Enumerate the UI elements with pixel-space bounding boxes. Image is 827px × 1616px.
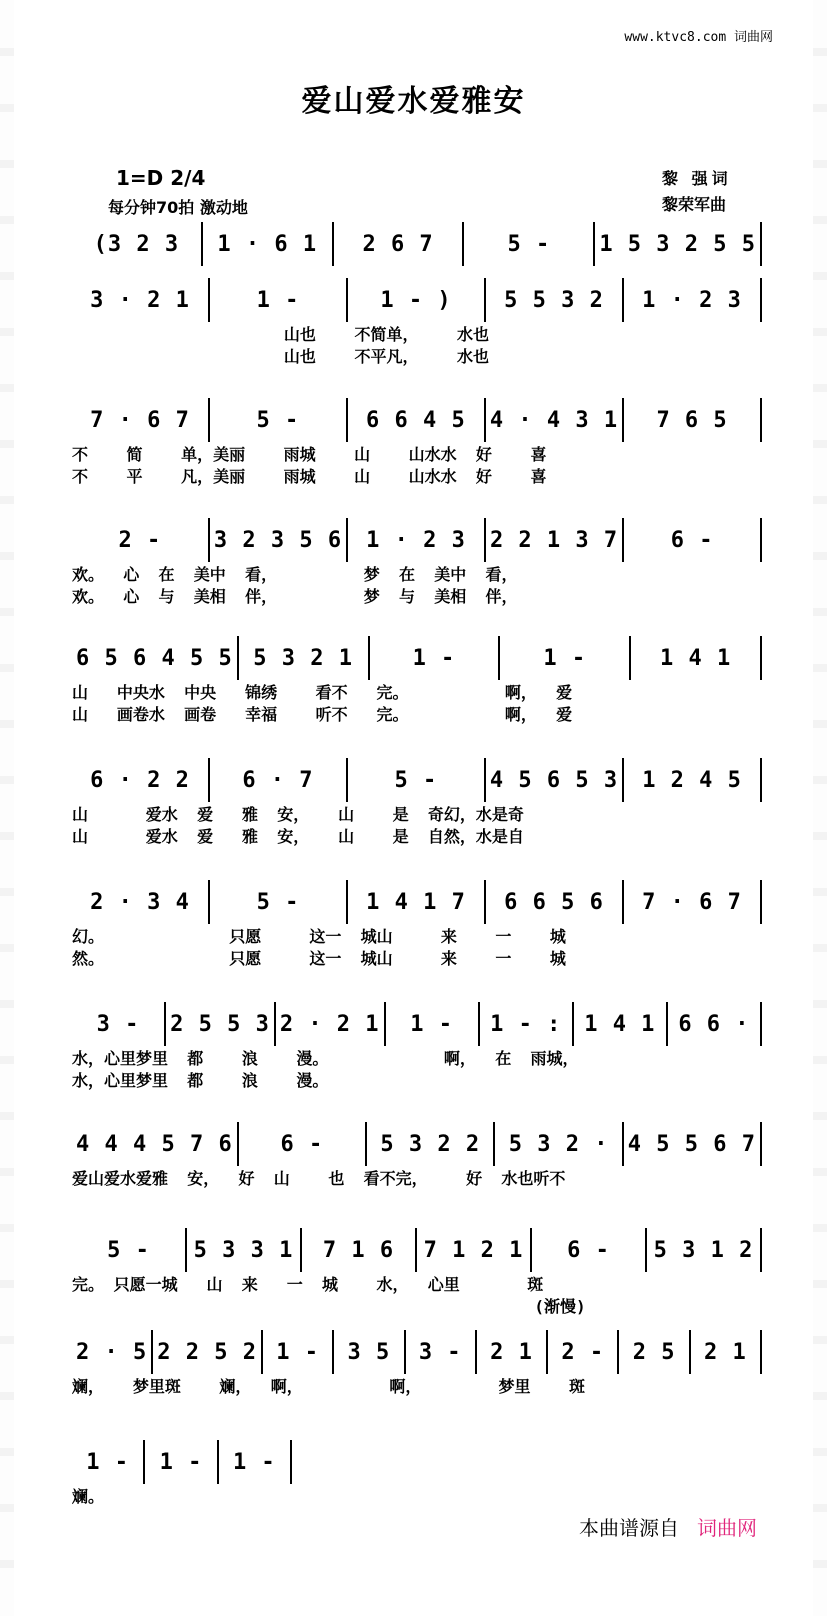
measure: 2 2 1 3 7 (486, 518, 624, 562)
footer-credit (579, 1512, 757, 1541)
measure: 6 · 7 (210, 758, 348, 802)
measure: 1 · 2 3 (624, 278, 762, 322)
score-system (72, 1122, 762, 1210)
lyric-line: 水，心里梦里 都 浪 漫。 (72, 1071, 329, 1090)
score-system (72, 880, 762, 968)
measure: 2 · 5 (72, 1330, 153, 1374)
measure: 5 3 3 1 (187, 1228, 302, 1272)
measure: 3 · 2 1 (72, 278, 210, 322)
lyric-line: 山 爱水 爱 雅 安， 山 是 奇幻，水是奇 (72, 805, 524, 824)
measure: 1 - : (480, 1002, 574, 1046)
lyric-line (72, 1396, 762, 1418)
measure: 7 · 6 7 (72, 398, 210, 442)
measure: 7 6 5 (624, 398, 762, 442)
measure: 5 3 2 2 (367, 1122, 495, 1166)
score-system (72, 758, 762, 846)
measure: 1 - (145, 1440, 218, 1484)
measure: 7 1 2 1 (417, 1228, 532, 1272)
score-system (72, 1228, 762, 1316)
measure: 2 - (548, 1330, 619, 1374)
right-margin-strip (813, 0, 827, 1616)
measure: 1 2 4 5 (624, 758, 762, 802)
notation-line (72, 1228, 762, 1272)
score-system (72, 636, 762, 724)
measure: 5 - (464, 222, 595, 266)
measure: 6 5 6 4 5 5 (72, 636, 239, 680)
measure: 5 3 1 2 (647, 1228, 762, 1272)
measure: 5 3 2 · (495, 1122, 623, 1166)
composer-credit: 黎荣军曲 (662, 195, 727, 214)
lyric-line (72, 1188, 762, 1210)
measure: 5 - (348, 758, 486, 802)
key-signature: 1=D 2/4 (116, 166, 206, 190)
measure: 6 6 5 6 (486, 880, 624, 924)
notation-line (72, 758, 762, 802)
measure: 1 4 1 7 (348, 880, 486, 924)
measure: 5 - (210, 880, 348, 924)
notation-line (72, 222, 762, 266)
score-system (72, 1330, 762, 1418)
notation-line (72, 278, 762, 322)
measure: 7 1 6 (302, 1228, 417, 1272)
lyric-line: 山 画卷水 画卷 幸福 听不 完。 啊， 爱 (72, 705, 573, 724)
measure: 2 · 3 4 (72, 880, 210, 924)
measure: 5 3 2 1 (239, 636, 370, 680)
measure: 4 5 5 6 7 (624, 1122, 762, 1166)
measure: 3 - (72, 1002, 166, 1046)
measure: 1 - (500, 636, 631, 680)
lyric-line: 不 平 凡，美丽 雨城 山 山水水 好 喜 (72, 467, 547, 486)
measure: 1 4 1 (574, 1002, 668, 1046)
lyric-line: 幻。 只愿 这一 城山 来 一 城 (72, 927, 566, 946)
lyric-line: 完。 只愿一城 山 来 一 城 水， 心里 斑 (72, 1275, 544, 1294)
score-system (72, 1002, 762, 1090)
notation-line (72, 518, 762, 562)
measure: 2 1 (691, 1330, 762, 1374)
measure: 3 2 3 5 6 (210, 518, 348, 562)
notation-line (72, 880, 762, 924)
measure: 7 · 6 7 (624, 880, 762, 924)
measure: 1 - (210, 278, 348, 322)
lyric-line: 水，心里梦里 都 浪 漫。 啊， 在 雨城， (72, 1049, 579, 1068)
site-watermark: www.ktvc8.com 词曲网 (624, 30, 773, 45)
measure: 4 4 4 5 7 6 (72, 1122, 239, 1166)
measure: 1 · 6 1 (203, 222, 334, 266)
lyric-line: 欢。 心 在 美中 看， 梦 在 美中 看， (72, 565, 518, 584)
measure: 2 1 (477, 1330, 548, 1374)
lyric-line: 山也 不简单， 水也 (72, 325, 489, 344)
score-system (72, 278, 762, 366)
tempo-marking: 每分钟70拍 激动地 (108, 198, 248, 217)
measure: 2 · 2 1 (276, 1002, 386, 1046)
measure: 1 - (370, 636, 501, 680)
measure: 2 5 (619, 1330, 690, 1374)
measure: 6 - (624, 518, 762, 562)
notation-line (72, 398, 762, 442)
measure: 2 - (72, 518, 210, 562)
measure: 2 2 5 2 (153, 1330, 263, 1374)
measure: 3 - (406, 1330, 477, 1374)
left-margin-strip (0, 0, 14, 1616)
notation-line (72, 1002, 762, 1046)
measure: 5 - (210, 398, 348, 442)
measure: 4 5 6 5 3 (486, 758, 624, 802)
lyric-line: 斓， 梦里斑 斓， 啊， 啊， 梦里 斑 (72, 1377, 585, 1396)
song-title: 爱山爱水爱雅安 (301, 84, 526, 119)
lyric-line: (渐慢) (72, 1297, 586, 1316)
measure: 1 - (72, 1440, 145, 1484)
measure: 6 - (532, 1228, 647, 1272)
measure: 2 6 7 (334, 222, 465, 266)
footer-prefix: 本曲谱源自 (579, 1516, 679, 1540)
measure: 4 · 4 3 1 (486, 398, 624, 442)
measure: 1 - (386, 1002, 480, 1046)
score-system (72, 398, 762, 486)
lyric-line: 欢。 心 与 美相 伴， 梦 与 美相 伴， (72, 587, 518, 606)
lyric-line: 然。 只愿 这一 城山 来 一 城 (72, 949, 566, 968)
notation-line (72, 1440, 292, 1484)
measure: 6 · 2 2 (72, 758, 210, 802)
lyric-line: 山 爱水 爱 雅 安， 山 是 自然，水是自 (72, 827, 524, 846)
measure: 5 5 3 2 (486, 278, 624, 322)
measure: 2 5 5 3 (166, 1002, 276, 1046)
lyric-line: 斓。 (72, 1487, 105, 1506)
lyric-line: 山 中央水 中央 锦绣 看不 完。 啊， 爱 (72, 683, 573, 702)
measure: 3 5 (334, 1330, 405, 1374)
notation-line (72, 1122, 762, 1166)
lyric-line: 不 简 单，美丽 雨城 山 山水水 好 喜 (72, 445, 547, 464)
measure: 6 6 4 5 (348, 398, 486, 442)
measure: 1 - (263, 1330, 334, 1374)
lyricist-credit: 黎 强词 (662, 169, 732, 188)
lyric-line: 爱山爱水爱雅 安， 好 山 也 看不完， 好 水也听不 (72, 1169, 566, 1188)
measure: 6 6 · (668, 1002, 762, 1046)
measure: 1 - ) (348, 278, 486, 322)
measure: 1 - (219, 1440, 292, 1484)
measure: 6 - (239, 1122, 367, 1166)
measure: (3 2 3 (72, 222, 203, 266)
score-system (72, 518, 762, 606)
measure: 1 · 2 3 (348, 518, 486, 562)
lyric-line: 山也 不平凡， 水也 (72, 347, 489, 366)
measure: 1 4 1 (631, 636, 762, 680)
measure: 1 5 3 2 5 5 (595, 222, 762, 266)
notation-line (72, 1330, 762, 1374)
measure: 5 - (72, 1228, 187, 1272)
notation-line (72, 636, 762, 680)
footer-brand: 词曲网 (697, 1516, 757, 1540)
